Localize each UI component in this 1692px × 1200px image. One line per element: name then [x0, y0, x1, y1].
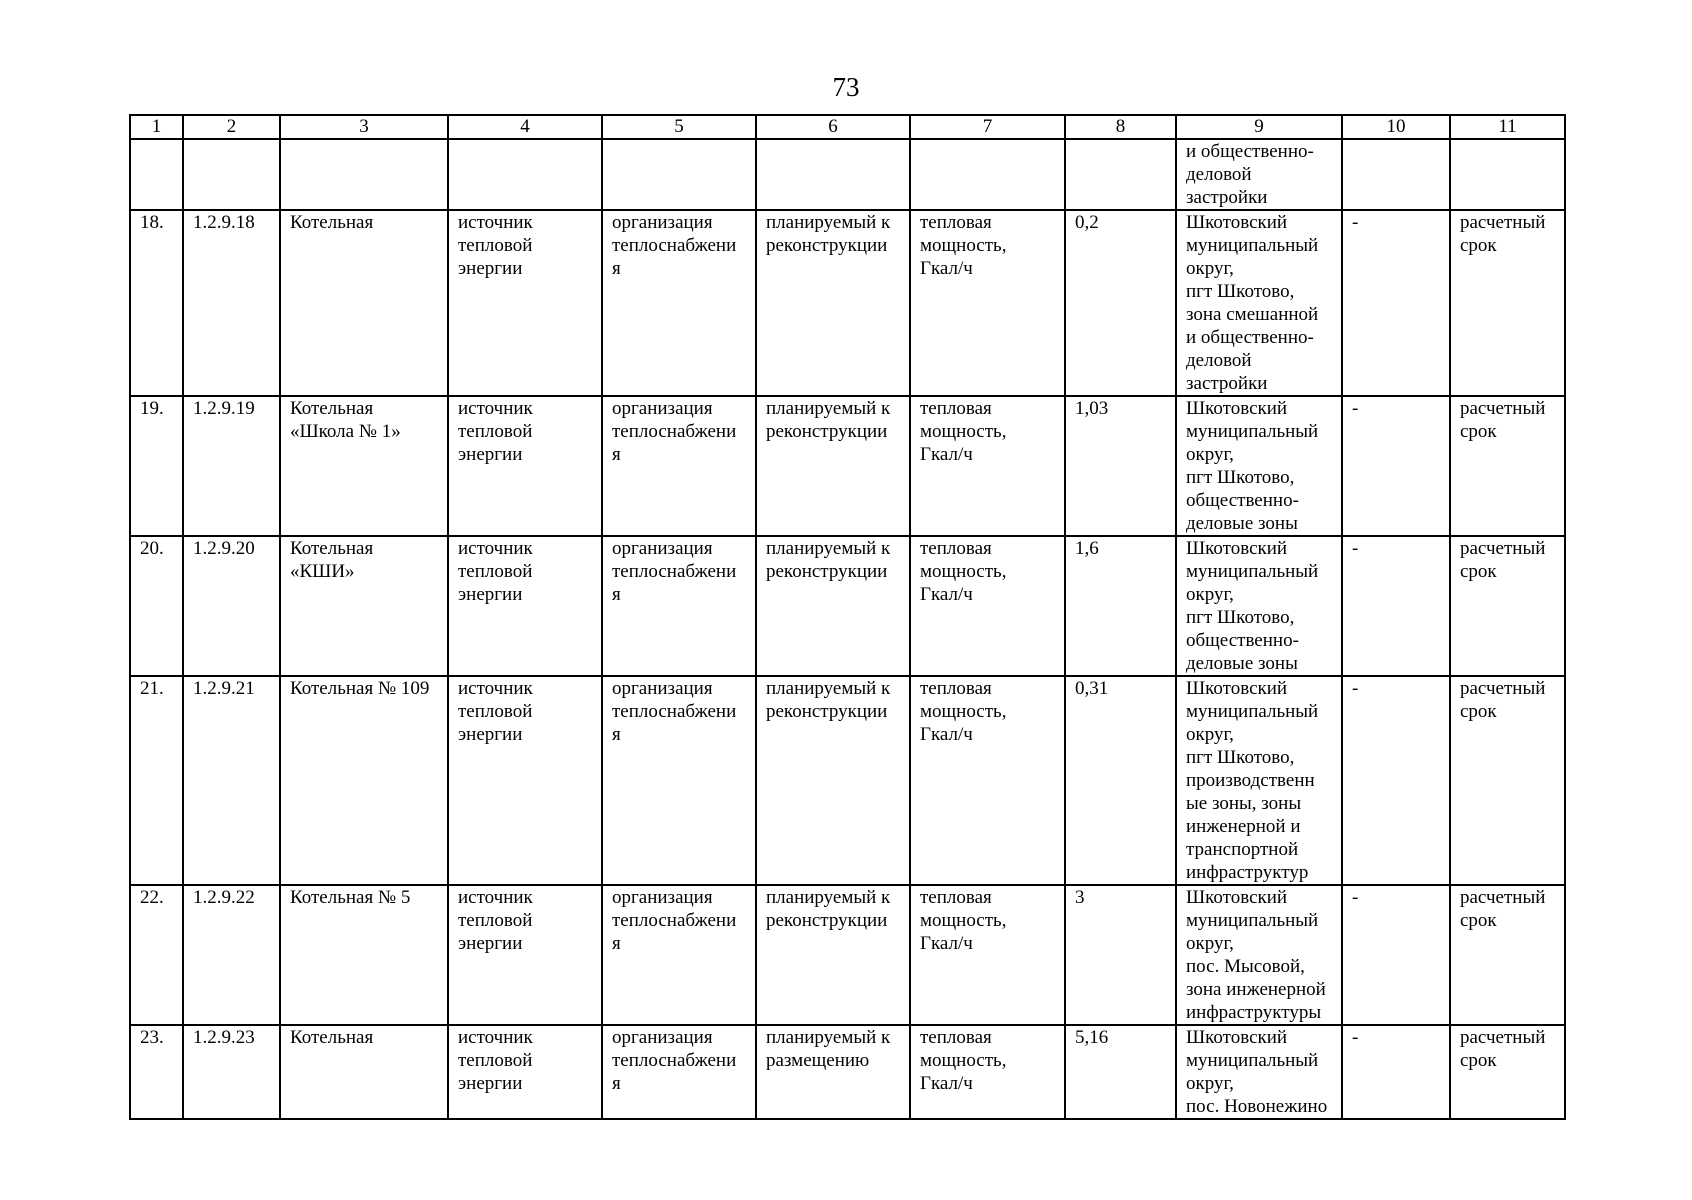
cell-text-line: планируемый к — [766, 538, 891, 559]
cell-text-line: округ, — [1186, 724, 1234, 745]
cell-value — [1065, 1025, 1176, 1119]
cell-text-line: мощность, — [920, 1050, 1007, 1071]
cell-text-line: ые зоны, зоны — [1186, 793, 1302, 814]
cell-text-line: - — [1352, 538, 1359, 559]
table-row — [130, 1025, 1565, 1119]
cell-text-line: энергии — [458, 444, 523, 465]
cell-text-line: - — [1352, 887, 1359, 908]
cell-text-line: я — [612, 1073, 621, 1094]
cell-value — [1065, 536, 1176, 676]
cell-text-line: расчетный — [1460, 1027, 1546, 1048]
cell-text-line: реконструкции — [766, 910, 888, 931]
cell-code — [183, 139, 280, 210]
cell-location — [1176, 536, 1342, 676]
cell-text-line: тепловой — [458, 421, 533, 442]
table-row — [130, 885, 1565, 1025]
cell-row-number — [130, 885, 183, 1025]
cell-text-line: тепловая — [920, 1027, 992, 1048]
cell-text-line: 22. — [140, 887, 164, 908]
cell-text-line: Шкотовский — [1186, 212, 1288, 233]
table-row — [130, 676, 1565, 885]
cell-object-name — [280, 396, 448, 536]
cell-text-line: зона инженерной — [1186, 979, 1326, 1000]
cell-text-line: расчетный — [1460, 678, 1546, 699]
cell-value — [1065, 396, 1176, 536]
cell-purpose — [602, 885, 756, 1025]
cell-text-line: Шкотовский — [1186, 538, 1288, 559]
cell-text-line: источник — [458, 398, 533, 419]
cell-object-name — [280, 536, 448, 676]
cell-text-line: Котельная № 5 — [290, 887, 411, 908]
cell-text-line: 1,03 — [1075, 398, 1109, 419]
cell-text-line: Котельная — [290, 538, 374, 559]
cell-purpose — [602, 676, 756, 885]
cell-object-name — [280, 676, 448, 885]
cell-term — [1450, 536, 1565, 676]
cell-text-line: 1.2.9.22 — [193, 887, 255, 908]
cell-zone-boundary — [1342, 396, 1450, 536]
table-row — [130, 139, 1565, 210]
cell-text-line: 1,6 — [1075, 538, 1099, 559]
table-row — [130, 536, 1565, 676]
cell-text-line: планируемый к — [766, 678, 891, 699]
cell-text-line: транспортной — [1186, 839, 1299, 860]
cell-object-type — [448, 1025, 602, 1119]
cell-object-type — [448, 139, 602, 210]
cell-text-line: расчетный — [1460, 398, 1546, 419]
cell-text-line: энергии — [458, 258, 523, 279]
cell-text-line: округ, — [1186, 933, 1234, 954]
cell-characteristic — [910, 536, 1065, 676]
cell-text-line: застройки — [1186, 373, 1268, 394]
cell-term — [1450, 139, 1565, 210]
cell-text-line: теплоснабжени — [612, 701, 737, 722]
cell-purpose — [602, 139, 756, 210]
cell-text-line: 20. — [140, 538, 164, 559]
cell-text-line: я — [612, 584, 621, 605]
cell-text-line: муниципальный — [1186, 1050, 1319, 1071]
cell-location — [1176, 885, 1342, 1025]
page-number: 73 — [832, 72, 860, 102]
cell-text-line: Шкотовский — [1186, 1027, 1288, 1048]
cell-text-line: округ, — [1186, 444, 1234, 465]
cell-text-line: деловые зоны — [1186, 653, 1298, 674]
cell-text-line: источник — [458, 887, 533, 908]
cell-text-line: пгт Шкотово, — [1186, 467, 1295, 488]
cell-text-line: и общественно- — [1186, 327, 1314, 348]
cell-location — [1176, 210, 1342, 396]
cell-status — [756, 885, 910, 1025]
cell-text-line: - — [1352, 678, 1359, 699]
cell-characteristic — [910, 139, 1065, 210]
cell-text-line: 1.2.9.20 — [193, 538, 255, 559]
cell-status — [756, 139, 910, 210]
cell-text-line: Гкал/ч — [920, 444, 973, 465]
cell-text-line: «КШИ» — [290, 561, 355, 582]
cell-text-line: Котельная — [290, 212, 374, 233]
cell-text-line: округ, — [1186, 1073, 1234, 1094]
cell-text-line: Котельная — [290, 398, 374, 419]
cell-text-line: источник — [458, 1027, 533, 1048]
cell-object-type — [448, 536, 602, 676]
cell-code — [183, 676, 280, 885]
cell-text-line: тепловая — [920, 212, 992, 233]
cell-text-line: «Школа № 1» — [290, 421, 401, 442]
cell-value — [1065, 210, 1176, 396]
cell-text-line: Гкал/ч — [920, 258, 973, 279]
cell-text-line: округ, — [1186, 584, 1234, 605]
cell-text-line: и общественно- — [1186, 141, 1314, 162]
cell-text-line: - — [1352, 398, 1359, 419]
cell-text-line: источник — [458, 212, 533, 233]
column-header-10: 10 — [1342, 115, 1450, 139]
column-header-1: 1 — [130, 115, 183, 139]
cell-code — [183, 1025, 280, 1119]
column-header-11: 11 — [1450, 115, 1565, 139]
cell-term — [1450, 1025, 1565, 1119]
cell-object-name — [280, 1025, 448, 1119]
cell-characteristic — [910, 885, 1065, 1025]
column-header-8: 8 — [1065, 115, 1176, 139]
cell-row-number — [130, 210, 183, 396]
cell-text-line: округ, — [1186, 258, 1234, 279]
cell-location — [1176, 139, 1342, 210]
cell-value — [1065, 139, 1176, 210]
cell-text-line: Котельная — [290, 1027, 374, 1048]
cell-text-line: реконструкции — [766, 701, 888, 722]
cell-text-line: энергии — [458, 724, 523, 745]
cell-row-number — [130, 396, 183, 536]
cell-purpose — [602, 536, 756, 676]
cell-row-number — [130, 139, 183, 210]
cell-text-line: 0,31 — [1075, 678, 1109, 699]
cell-text-line: реконструкции — [766, 235, 888, 256]
cell-text-line: 1.2.9.23 — [193, 1027, 255, 1048]
cell-characteristic — [910, 396, 1065, 536]
cell-zone-boundary — [1342, 885, 1450, 1025]
cell-object-type — [448, 210, 602, 396]
cell-text-line: муниципальный — [1186, 910, 1319, 931]
cell-text-line: тепловой — [458, 701, 533, 722]
cell-text-line: 1.2.9.19 — [193, 398, 255, 419]
table-row — [130, 210, 1565, 396]
cell-text-line: муниципальный — [1186, 421, 1319, 442]
column-header-9: 9 — [1176, 115, 1342, 139]
cell-text-line: организация — [612, 398, 713, 419]
cell-code — [183, 396, 280, 536]
cell-text-line: мощность, — [920, 421, 1007, 442]
cell-text-line: тепловой — [458, 561, 533, 582]
cell-status — [756, 210, 910, 396]
column-header-5: 5 — [602, 115, 756, 139]
cell-text-line: мощность, — [920, 235, 1007, 256]
cell-text-line: энергии — [458, 1073, 523, 1094]
cell-text-line: планируемый к — [766, 212, 891, 233]
cell-object-type — [448, 676, 602, 885]
cell-text-line: 5,16 — [1075, 1027, 1109, 1048]
column-header-7: 7 — [910, 115, 1065, 139]
cell-text-line: общественно- — [1186, 490, 1299, 511]
cell-text-line: деловой — [1186, 350, 1252, 371]
cell-status — [756, 536, 910, 676]
cell-zone-boundary — [1342, 1025, 1450, 1119]
cell-text-line: расчетный — [1460, 212, 1546, 233]
cell-row-number — [130, 1025, 183, 1119]
cell-text-line: теплоснабжени — [612, 910, 737, 931]
cell-text-line: деловой — [1186, 164, 1252, 185]
cell-text-line: размещению — [766, 1050, 870, 1071]
cell-text-line: энергии — [458, 584, 523, 605]
cell-text-line: Шкотовский — [1186, 398, 1288, 419]
cell-text-line: пгт Шкотово, — [1186, 281, 1295, 302]
cell-location — [1176, 676, 1342, 885]
cell-zone-boundary — [1342, 536, 1450, 676]
cell-term — [1450, 676, 1565, 885]
cell-row-number — [130, 676, 183, 885]
cell-text-line: тепловая — [920, 538, 992, 559]
table-body — [130, 139, 1565, 1119]
cell-purpose — [602, 396, 756, 536]
cell-text-line: организация — [612, 212, 713, 233]
cell-text-line: реконструкции — [766, 561, 888, 582]
cell-text-line: я — [612, 444, 621, 465]
cell-term — [1450, 885, 1565, 1025]
cell-text-line: муниципальный — [1186, 701, 1319, 722]
cell-code — [183, 210, 280, 396]
cell-text-line: теплоснабжени — [612, 561, 737, 582]
cell-text-line: тепловая — [920, 887, 992, 908]
cell-text-line: срок — [1460, 701, 1497, 722]
cell-object-type — [448, 396, 602, 536]
cell-text-line: инфраструктур — [1186, 862, 1309, 883]
cell-object-name — [280, 210, 448, 396]
cell-text-line: мощность, — [920, 701, 1007, 722]
cell-text-line: 1.2.9.18 — [193, 212, 255, 233]
cell-text-line: срок — [1460, 235, 1497, 256]
cell-purpose — [602, 210, 756, 396]
cell-text-line: пос. Новонежино — [1186, 1096, 1328, 1117]
cell-text-line: я — [612, 724, 621, 745]
cell-code — [183, 536, 280, 676]
cell-text-line: мощность, — [920, 910, 1007, 931]
cell-text-line: теплоснабжени — [612, 235, 737, 256]
cell-text-line: источник — [458, 678, 533, 699]
cell-term — [1450, 210, 1565, 396]
cell-text-line: 3 — [1075, 887, 1085, 908]
cell-text-line: 0,2 — [1075, 212, 1099, 233]
cell-text-line: пгт Шкотово, — [1186, 607, 1295, 628]
cell-text-line: зона смешанной — [1186, 304, 1319, 325]
cell-text-line: Гкал/ч — [920, 1073, 973, 1094]
cell-text-line: муниципальный — [1186, 235, 1319, 256]
column-header-6: 6 — [756, 115, 910, 139]
cell-text-line: инфраструктуры — [1186, 1002, 1322, 1023]
cell-text-line: Гкал/ч — [920, 584, 973, 605]
cell-text-line: организация — [612, 538, 713, 559]
cell-text-line: застройки — [1186, 187, 1268, 208]
cell-term — [1450, 396, 1565, 536]
cell-object-name — [280, 139, 448, 210]
cell-text-line: тепловой — [458, 1050, 533, 1071]
cell-text-line: тепловой — [458, 235, 533, 256]
cell-text-line: теплоснабжени — [612, 1050, 737, 1071]
cell-characteristic — [910, 1025, 1065, 1119]
header-row — [130, 115, 1565, 139]
cell-text-line: я — [612, 933, 621, 954]
cell-value — [1065, 676, 1176, 885]
cell-text-line: теплоснабжени — [612, 421, 737, 442]
cell-text-line: 19. — [140, 398, 164, 419]
cell-text-line: тепловой — [458, 910, 533, 931]
column-header-4: 4 — [448, 115, 602, 139]
cell-text-line: муниципальный — [1186, 561, 1319, 582]
cell-text-line: - — [1352, 212, 1359, 233]
cell-text-line: Гкал/ч — [920, 933, 973, 954]
cell-text-line: планируемый к — [766, 1027, 891, 1048]
cell-text-line: инженерной и — [1186, 816, 1301, 837]
column-header-2: 2 — [183, 115, 280, 139]
cell-location — [1176, 396, 1342, 536]
cell-text-line: Шкотовский — [1186, 887, 1288, 908]
cell-zone-boundary — [1342, 210, 1450, 396]
cell-characteristic — [910, 676, 1065, 885]
cell-text-line: срок — [1460, 421, 1497, 442]
cell-text-line: срок — [1460, 561, 1497, 582]
cell-status — [756, 1025, 910, 1119]
cell-text-line: пос. Мысовой, — [1186, 956, 1305, 977]
cell-text-line: тепловая — [920, 398, 992, 419]
cell-status — [756, 396, 910, 536]
cell-text-line: срок — [1460, 1050, 1497, 1071]
cell-text-line: я — [612, 258, 621, 279]
cell-text-line: 23. — [140, 1027, 164, 1048]
table-header — [130, 115, 1565, 139]
cell-text-line: расчетный — [1460, 887, 1546, 908]
cell-zone-boundary — [1342, 139, 1450, 210]
cell-text-line: расчетный — [1460, 538, 1546, 559]
cell-text-line: организация — [612, 887, 713, 908]
table-row — [130, 396, 1565, 536]
cell-row-number — [130, 536, 183, 676]
cell-text-line: организация — [612, 678, 713, 699]
cell-text-line: планируемый к — [766, 887, 891, 908]
cell-text-line: пгт Шкотово, — [1186, 747, 1295, 768]
cell-text-line: производственн — [1186, 770, 1315, 791]
cell-location — [1176, 1025, 1342, 1119]
cell-text-line: мощность, — [920, 561, 1007, 582]
cell-text-line: 1.2.9.21 — [193, 678, 255, 699]
cell-text-line: планируемый к — [766, 398, 891, 419]
cell-code — [183, 885, 280, 1025]
cell-text-line: организация — [612, 1027, 713, 1048]
cell-text-line: деловые зоны — [1186, 513, 1298, 534]
cell-text-line: 21. — [140, 678, 164, 699]
cell-text-line: Котельная № 109 — [290, 678, 430, 699]
cell-text-line: источник — [458, 538, 533, 559]
cell-text-line: тепловая — [920, 678, 992, 699]
cell-text-line: общественно- — [1186, 630, 1299, 651]
cell-purpose — [602, 1025, 756, 1119]
cell-characteristic — [910, 210, 1065, 396]
cell-text-line: срок — [1460, 910, 1497, 931]
column-header-3: 3 — [280, 115, 448, 139]
cell-object-name — [280, 885, 448, 1025]
cell-object-type — [448, 885, 602, 1025]
cell-text-line: энергии — [458, 933, 523, 954]
cell-text-line: Шкотовский — [1186, 678, 1288, 699]
cell-text-line: Гкал/ч — [920, 724, 973, 745]
cell-text-line: - — [1352, 1027, 1359, 1048]
cell-value — [1065, 885, 1176, 1025]
data-table — [129, 114, 1566, 1120]
cell-zone-boundary — [1342, 676, 1450, 885]
cell-status — [756, 676, 910, 885]
cell-text-line: 18. — [140, 212, 164, 233]
cell-text-line: реконструкции — [766, 421, 888, 442]
